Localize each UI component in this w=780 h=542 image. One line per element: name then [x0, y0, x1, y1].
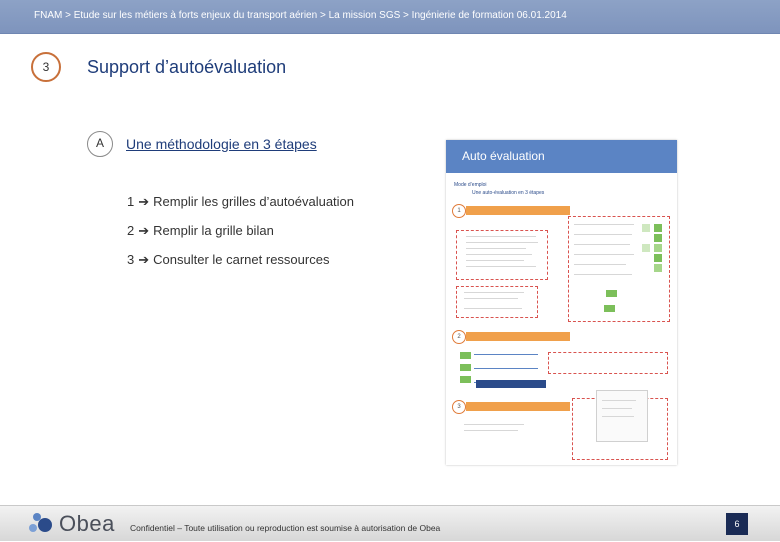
preview-grid-cell: [654, 254, 662, 262]
step-number: 2: [127, 223, 135, 238]
preview-grid-cell: [642, 244, 650, 252]
preview-grid-total: [604, 305, 615, 312]
obea-logo: [27, 511, 115, 542]
preview-bilan-bar: [476, 380, 546, 388]
preview-text-line: [574, 234, 632, 235]
preview-text-line: [466, 248, 526, 249]
preview-text-line: [574, 264, 626, 265]
preview-text-line: [464, 292, 524, 293]
step-1: [127, 194, 354, 210]
subsection-letter-badge: A: [87, 131, 113, 157]
step-text: Consulter le carnet ressources: [153, 252, 330, 267]
preview-text-line: [602, 408, 632, 409]
breadcrumb: FNAM > Etude sur les métiers à forts enjeux du transport aérien > La mission SGS > Ingénierie de formation 06.01.2014: [34, 10, 567, 21]
preview-callout-3: [548, 352, 668, 374]
preview-title: Auto évaluation: [446, 140, 677, 173]
arrow-right-icon: ➔: [138, 252, 150, 267]
preview-grid-total: [606, 290, 617, 297]
preview-text-line: [466, 254, 532, 255]
preview-text-line: [574, 274, 632, 275]
arrow-right-icon: ➔: [138, 194, 150, 209]
preview-callout-2: [456, 286, 538, 318]
preview-text-line: [574, 254, 634, 255]
preview-step-1-badge: 1: [452, 204, 466, 218]
preview-text-line: [574, 224, 634, 225]
preview-text-line: [574, 244, 630, 245]
preview-callout-1: [456, 230, 548, 280]
preview-grid-cell: [654, 234, 662, 242]
preview-band-3: [466, 402, 570, 417]
preview-band-1-label: Remplir les grilles d’autoévaluation: [482, 215, 560, 221]
preview-mode-label: Mode d’emploi: [454, 182, 487, 188]
preview-text-line: [466, 260, 524, 261]
preview-grid-cell: [654, 244, 662, 252]
preview-band-1: [466, 206, 570, 221]
preview-text-line: [464, 308, 522, 309]
preview-grid-cell: [654, 264, 662, 272]
preview-band-3-label: Consulter le carnet ressources: [482, 411, 550, 417]
preview-subtitle: Une auto-évaluation en 3 étapes: [472, 190, 545, 196]
preview-text-line: [464, 298, 518, 299]
preview-text-line: [466, 266, 536, 267]
preview-grid-cell: [654, 224, 662, 232]
preview-band-2: [466, 332, 570, 347]
confidentiality-notice: Confidentiel – Toute utilisation ou reproduction est soumise à autorisation de Obea: [130, 523, 441, 533]
step-3: [127, 252, 329, 268]
preview-step-2-badge: 2: [452, 330, 466, 344]
step-text: Remplir les grilles d’autoévaluation: [153, 194, 355, 209]
preview-text-line: [464, 424, 524, 425]
obea-logo-icon: [27, 511, 57, 537]
preview-step-3-badge: 3: [452, 400, 466, 414]
step-2: [127, 223, 274, 239]
preview-text-line: [466, 236, 536, 237]
step-number: 3: [127, 252, 135, 267]
top-bar: [0, 0, 780, 34]
preview-text-line: [464, 430, 518, 431]
auto-evaluation-preview: [446, 140, 677, 465]
subsection-title: Une méthodologie en 3 étapes: [126, 136, 317, 152]
page-number: 6: [726, 513, 748, 535]
step-number: 1: [127, 194, 135, 209]
section-title: Support d’autoévaluation: [87, 57, 287, 77]
preview-bilan-cell: [460, 376, 471, 383]
preview-bilan-line: [474, 368, 538, 369]
preview-bilan-cell: [460, 364, 471, 371]
step-text: Remplir la grille bilan: [153, 223, 274, 238]
preview-band-2-label: Remplir la grille bilan: [482, 341, 529, 347]
preview-bilan-cell: [460, 352, 471, 359]
preview-grid-cell: [642, 224, 650, 232]
obea-wordmark: Obea: [59, 511, 115, 536]
preview-text-line: [466, 242, 538, 243]
section-number-badge: 3: [31, 52, 61, 82]
arrow-right-icon: ➔: [138, 223, 150, 238]
preview-bilan-line: [474, 354, 538, 355]
preview-text-line: [602, 416, 634, 417]
preview-text-line: [602, 400, 636, 401]
